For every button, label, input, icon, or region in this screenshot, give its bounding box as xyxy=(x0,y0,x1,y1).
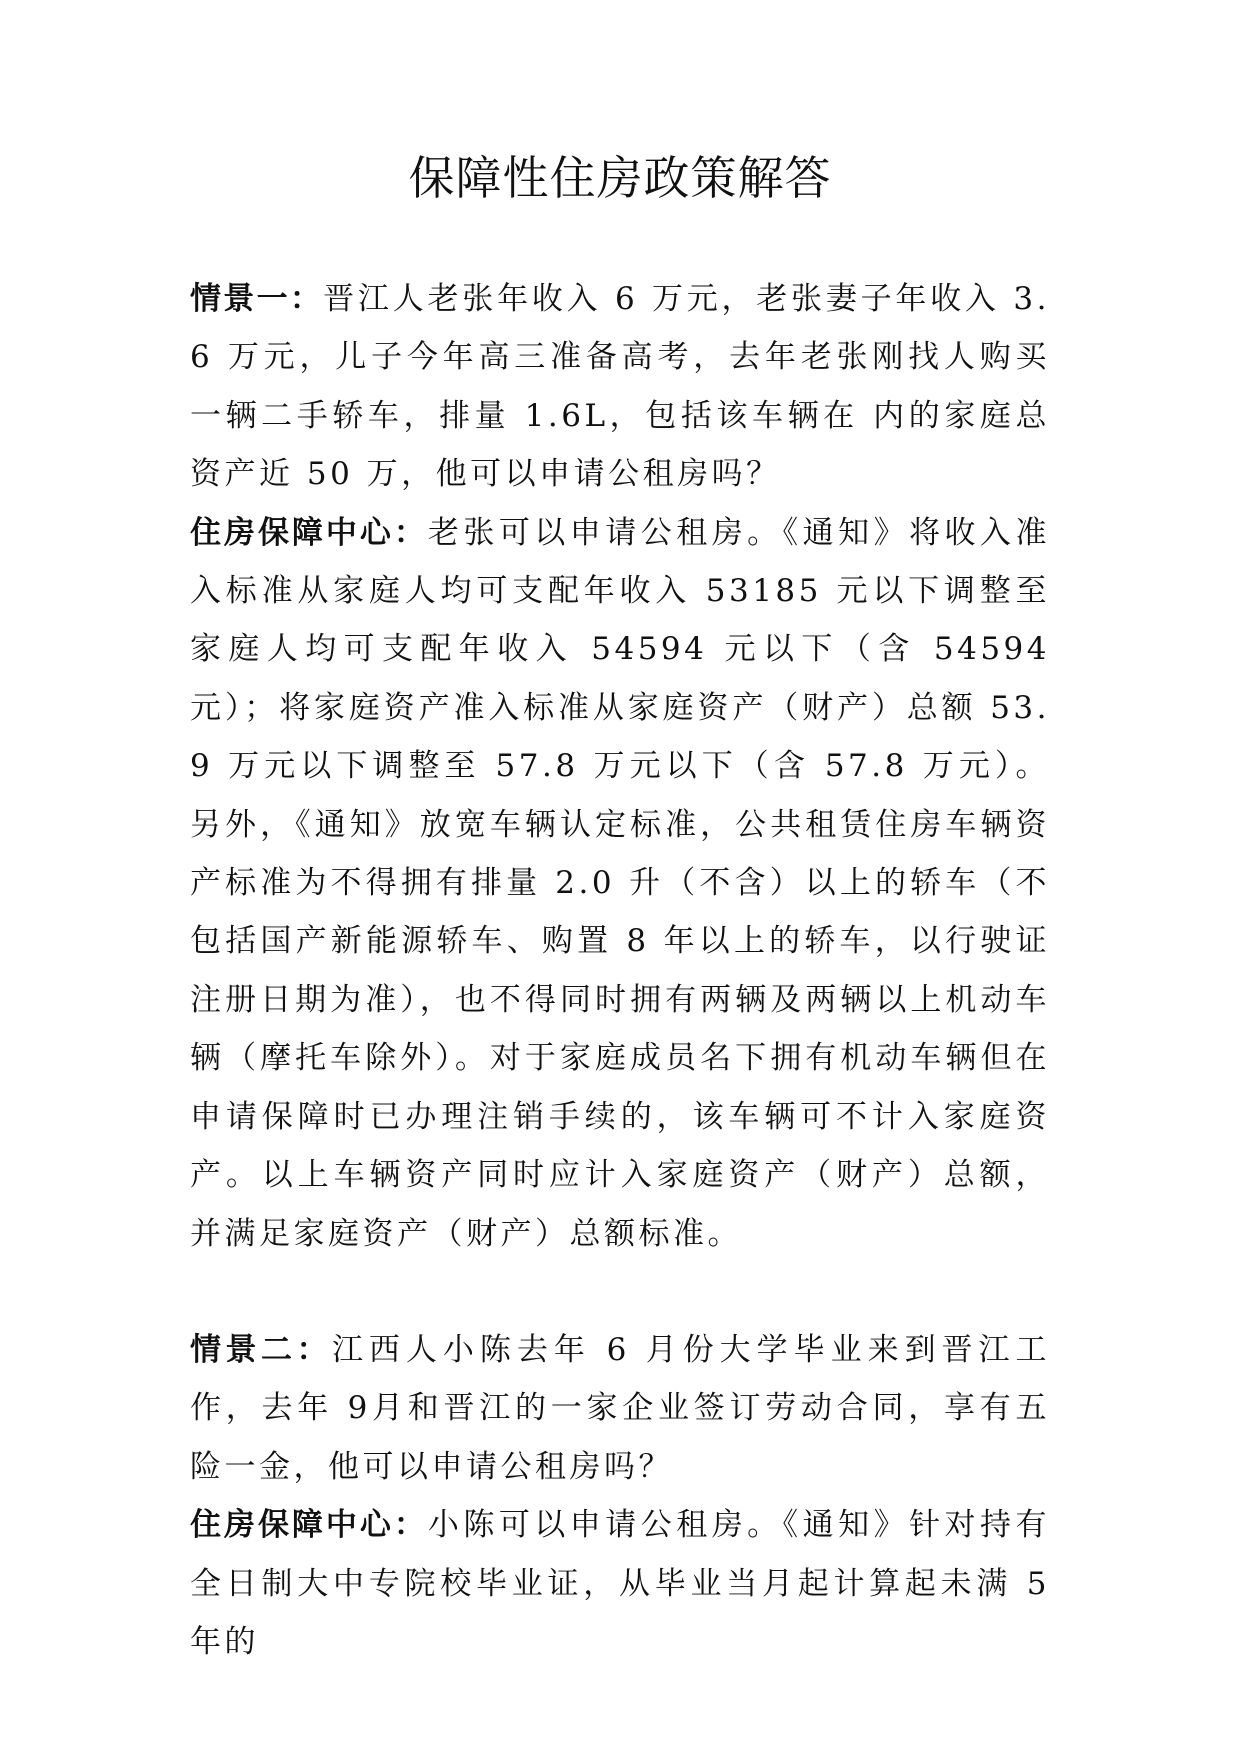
scenario-one-question xyxy=(190,270,1050,504)
page-title: 保障性住房政策解答 xyxy=(408,151,832,205)
document-body xyxy=(190,270,1050,1671)
question-label: 情景二： xyxy=(190,1331,332,1368)
answer-label: 住房保障中心： xyxy=(190,1507,428,1544)
scenario-one xyxy=(190,270,1050,1263)
question-text: 江西人小陈去年 6 月份大学毕业来到晋江工作，去年 9月和晋江的一家企业签订劳动合同，享有五险一金，他可以申请公租房吗？ xyxy=(190,1331,1051,1485)
answer-label: 住房保障中心： xyxy=(190,514,428,551)
answer-text: 老张可以申请公租房。《通知》将收入准入标准从家庭人均可支配年收入 53185 元以下调整至家庭人均可支配年收入 54594 元以下（含 54594 元）；将家庭资产准入标准从家庭资产（财产）总额 53.9 万元以下调整至 57.8 万元以下（含 57.8 万元）。另外，《通知》放宽车辆认定标准，公共租赁住房车辆资产标准为不得拥有排量 2.0 升（不含）以上的轿车（不包括国产新能源轿车、购置 8 年以上的轿车，以行驶证注册日期为准），也不得同时拥有两辆及两辆以上机动车辆（摩托车除外）。对于家庭成员名下拥有机动车辆但在申请保障时已办理注销手续的，该车辆可不计入家庭资产。以上车辆资产同时应计入家庭资产（财产）总额，并满足家庭资产（财产）总额标准。 xyxy=(190,514,1051,1252)
scenario-one-answer xyxy=(190,504,1050,1263)
scenario-two-question xyxy=(190,1321,1050,1496)
question-text: 晋江人老张年收入 6 万元，老张妻子年收入 3.6 万元，儿子今年高三准备高考，去年老张刚找人购买一辆二手轿车，排量 1.6L，包括该车辆在 内的家庭总资产近 50 万，他可以申请公租房吗？ xyxy=(190,281,1050,493)
section-gap xyxy=(190,1263,1050,1321)
scenario-two xyxy=(190,1321,1050,1671)
answer-text: 小陈可以申请公租房。《通知》针对持有全日制大中专院校毕业证，从毕业当月起计算起未满 5 年的 xyxy=(190,1507,1051,1660)
question-label: 情景一： xyxy=(190,281,324,317)
scenario-two-answer xyxy=(190,1496,1050,1671)
